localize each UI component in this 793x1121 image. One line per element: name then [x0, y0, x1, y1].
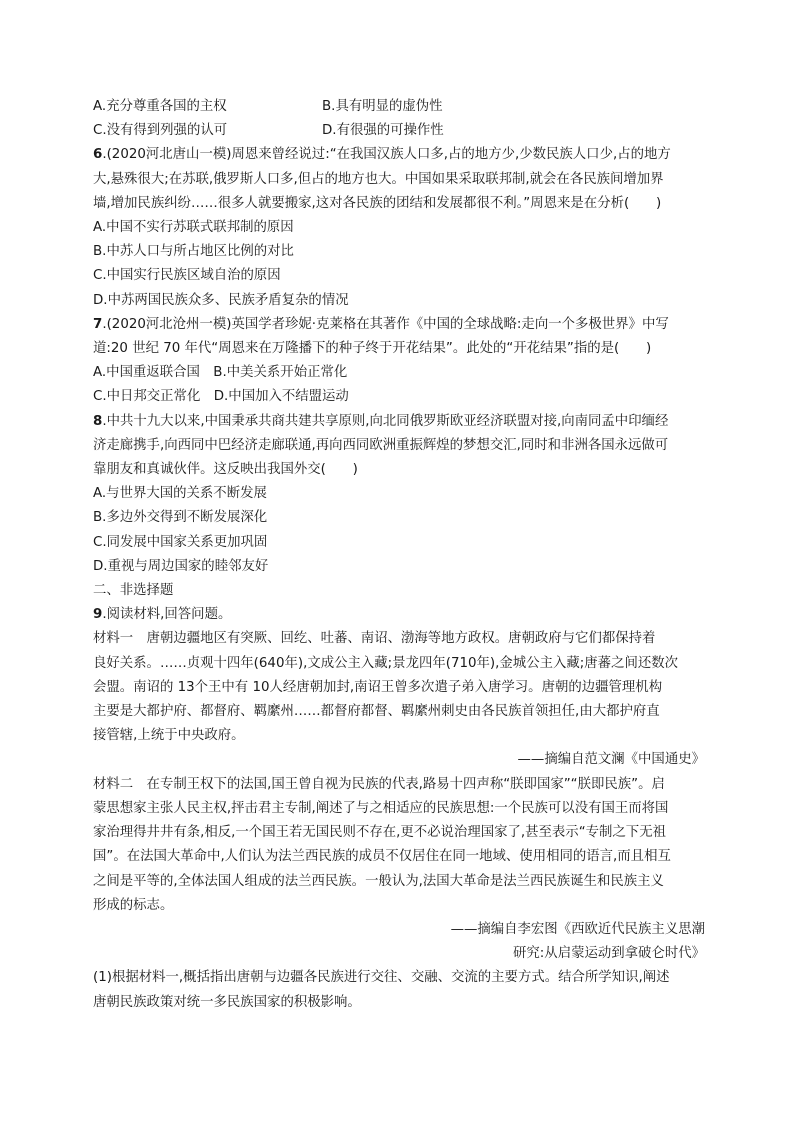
material1-line-5: 接管辖,上统于中央政府。 [93, 728, 245, 744]
material2-line-6: 形成的标志。 [93, 897, 174, 913]
q8-option-c: C.同发展中国家关系更加巩固 [93, 534, 268, 550]
q8-stem-line-2: 济走廊携手,向西同中巴经济走廊联通,再向西同欧洲重振辉煌的梦想交汇,同时和非洲各国永远做可 [93, 437, 669, 453]
q7-options-line-1: A.中国重返联合国 B.中美关系开始正常化 [93, 365, 348, 381]
q6-option-d: D.中苏两国民族众多、民族矛盾复杂的情况 [93, 292, 349, 308]
q6-option-c: C.中国实行民族区域自治的原因 [93, 268, 281, 284]
q9-stem: 9.阅读材料,回答问题。 [93, 607, 232, 623]
q8-stem-line-3: 靠朋友和真诚伙伴。这反映出我国外交( ) [93, 462, 358, 478]
q7-stem-line-1: 7.(2020河北沧州一模)英国学者珍妮·克莱格在其著作《中国的全球战略:走向一个多极世界》中写 [93, 316, 669, 332]
q8-number: 8 [93, 413, 103, 429]
section-heading: 二、非选择题 [93, 583, 174, 599]
material2-line-4: 国”。在法国大革命中,人们认为法兰西民族的成员不仅居住在同一地域、使用相同的语言,而且相互 [93, 849, 671, 865]
q8-option-b: B.多边外交得到不断发展深化 [93, 510, 268, 526]
material1-line-2: 良好关系。……贞观十四年(640年),文成公主入藏;景龙四年(710年),金城公主入藏;唐蕃之间还数次 [93, 655, 679, 671]
material1-line-3: 会盟。南诏的 13个王中有 10人经唐朝加封,南诏王曾多次遣子弟入唐学习。唐朝的边疆管理机构 [93, 679, 663, 695]
q6-number: 6 [93, 147, 103, 163]
material2-line-3: 家治理得井井有条,相反,一个国王若无国民则不存在,更不必说治理国家了,甚至表示“专制之下无祖 [93, 825, 666, 841]
material2-line-2: 蒙思想家主张人民主权,抨击君主专制,阐述了与之相适应的民族思想:一个民族可以没有国王而将国 [93, 800, 669, 816]
material2-line-5: 之间是平等的,全体法国人组成的法兰西民族。一般认为,法国大革命是法兰西民族诞生和民族主义 [93, 873, 664, 889]
q8-stem-line-1: 8.中共十九大以来,中国秉承共商共建共享原则,向北同俄罗斯欧亚经济联盟对接,向南同孟中印缅经 [93, 413, 669, 429]
material1-line-1: 材料一 唐朝边疆地区有突厥、回纥、吐蕃、南诏、渤海等地方政权。唐朝政府与它们都保持着 [93, 631, 656, 647]
q6-option-b: B.中苏人口与所占地区比例的对比 [93, 244, 294, 260]
material2-line-1: 材料二 在专制王权下的法国,国王曾自视为民族的代表,路易十四声称“朕即国家”“朕即民族”。启 [93, 776, 665, 792]
q7-options-line-2: C.中日邦交正常化 D.中国加入不结盟运动 [93, 389, 349, 405]
material1-line-4: 主要是大都护府、都督府、羁縻州……都督府都督、羁縻州刺史由各民族首领担任,由大都护府直 [93, 704, 660, 720]
material2-source-line-1: ——摘编自李宏图《西欧近代民族主义思潮 [450, 921, 705, 937]
material2-source-line-2: 研究:从启蒙运动到拿破仑时代》 [513, 946, 705, 962]
q5-options-row-1 [93, 95, 705, 119]
q7-number: 7 [93, 316, 103, 332]
q9-sub1-line-1: (1)根据材料一,概括指出唐朝与边疆各民族进行交往、交融、交流的主要方式。结合所学知识,阐述 [93, 970, 670, 986]
q6-stem-line-2: 大,悬殊很大;在苏联,俄罗斯人口多,但占的地方也大。中国如果采取联邦制,就会在各民族间增加界 [93, 171, 664, 187]
q9-number: 9 [93, 607, 103, 623]
q8-option-a: A.与世界大国的关系不断发展 [93, 486, 267, 502]
q5-option-c: C.没有得到列强的认可 [93, 123, 228, 139]
q9-sub1-line-2: 唐朝民族政策对统一多民族国家的积极影响。 [93, 994, 361, 1010]
q6-stem-line-1: 6.(2020河北唐山一模)周恩来曾经说过:“在我国汉族人口多,占的地方少,少数民族人口少,占的地方 [93, 147, 671, 163]
q8-option-d: D.重视与周边国家的睦邻友好 [93, 558, 269, 574]
material1-source: ——摘编自范文澜《中国通史》 [517, 752, 705, 768]
q5-option-a: A.充分尊重各国的主权 [93, 99, 227, 114]
q6-stem-line-3: 墙,增加民族纠纷……很多人就要搬家,这对各民族的团结和发展都很不利。”周恩来是在分析( ) [93, 195, 662, 211]
q7-stem-line-2: 道:20 世纪 70 年代“周恩来在万隆播下的种子终于开花结果”。此处的“开花结果”指的是( ) [93, 341, 652, 357]
q5-option-d: D.有很强的可操作性 [322, 123, 444, 139]
q6-option-a: A.中国不实行苏联式联邦制的原因 [93, 220, 294, 236]
page-content [93, 95, 705, 1015]
q5-option-b: B.具有明显的虚伪性 [322, 99, 443, 114]
q5-options-row-2 [93, 119, 705, 143]
